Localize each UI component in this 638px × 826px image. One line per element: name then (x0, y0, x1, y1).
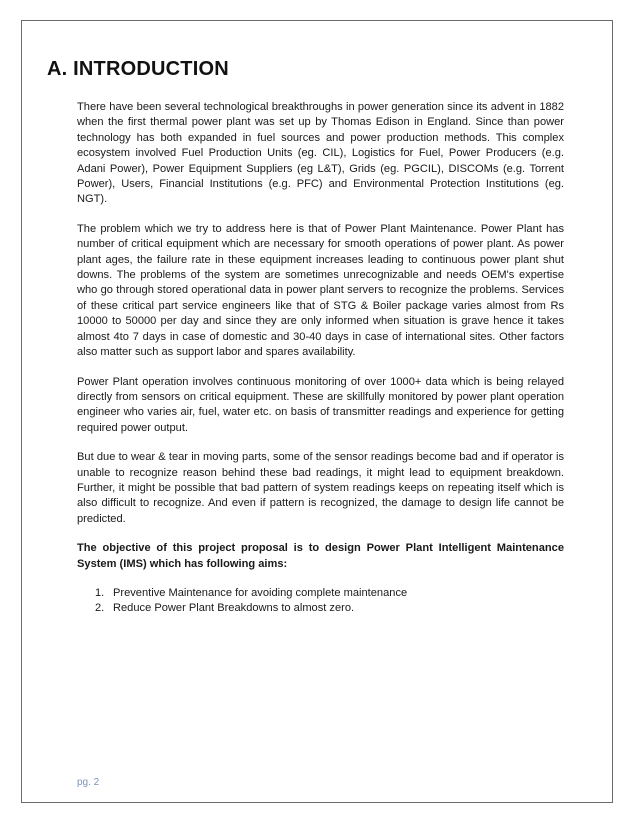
aim-item (95, 586, 564, 601)
page-number: pg. 2 (77, 777, 100, 788)
paragraph-history: There have been several technological breakthroughs in power generation since its advent in 1882 when the first thermal power plant was set up by Thomas Edison in England. Since than power technology has both expanded in fuel sources and power production methods. This complex ecosystem involved Fuel Production Units (eg. CIL), Logistics for Fuel, Power Producers (e.g. Adani Power), Power Equipment Suppliers (eg L&T), Grids (eg. PGCIL), DISCOMs (e.g. Torrent Power), Users, Financial Institutions (e.g. PFC) and Environmental Protection Institutions (eg. NGT). (77, 101, 564, 206)
paragraph-wear-and-tear: But due to wear & tear in moving parts, some of the sensor readings become bad and if operator is unable to recognize reason behind these bad readings, it might lead to equipment breakdown. Further, it might be possible that bad pattern of system readings keeps on repeating itself which is also difficult to recognize. And even if pattern is recognized, the damage to design life cannot be predicted. (77, 451, 564, 525)
paragraph-problem: The problem which we try to address here is that of Power Plant Maintenance. Power Plant has number of critical equipment which are necessary for smooth operations of power plant. As power plant ages, the failure rate in these equipment increases leading to continuous power plant shut downs. The problems of the system are sometimes unrecognizable and needs OEM's expertise who go through stored operational data in power plant servers to recognize the problems. Services of these critical part service engineers like that of STG & Boiler package varies almost from Rs 10000 to 50000 per day and since they are only informed when situation is grave hence it takes almost 4to 7 days in case of domestic and 30-40 days in case of international sites. Other factors also matter such as support labor and spares availability. (77, 222, 564, 359)
objective-statement: The objective of this project proposal is to design Power Plant Intelligent Maintenance System (IMS) which has following aims: (77, 542, 564, 570)
document-body (77, 100, 564, 617)
aim-number: 1. (95, 586, 105, 599)
aims-list (77, 586, 564, 617)
paragraph-operation: Power Plant operation involves continuous monitoring of over 1000+ data which is being relayed directly from sensors on critical equipment. These are skillfully monitored by power plant operation engineer who varies air, fuel, water etc. on basis of transmitter readings and experience for getting required power output. (77, 375, 564, 434)
aim-text: Preventive Maintenance for avoiding complete maintenance (113, 586, 408, 599)
section-heading: A. INTRODUCTION (47, 58, 229, 80)
aim-item (95, 601, 564, 616)
aim-number: 2. (95, 602, 105, 615)
aim-text: Reduce Power Plant Breakdowns to almost zero. (113, 602, 355, 615)
